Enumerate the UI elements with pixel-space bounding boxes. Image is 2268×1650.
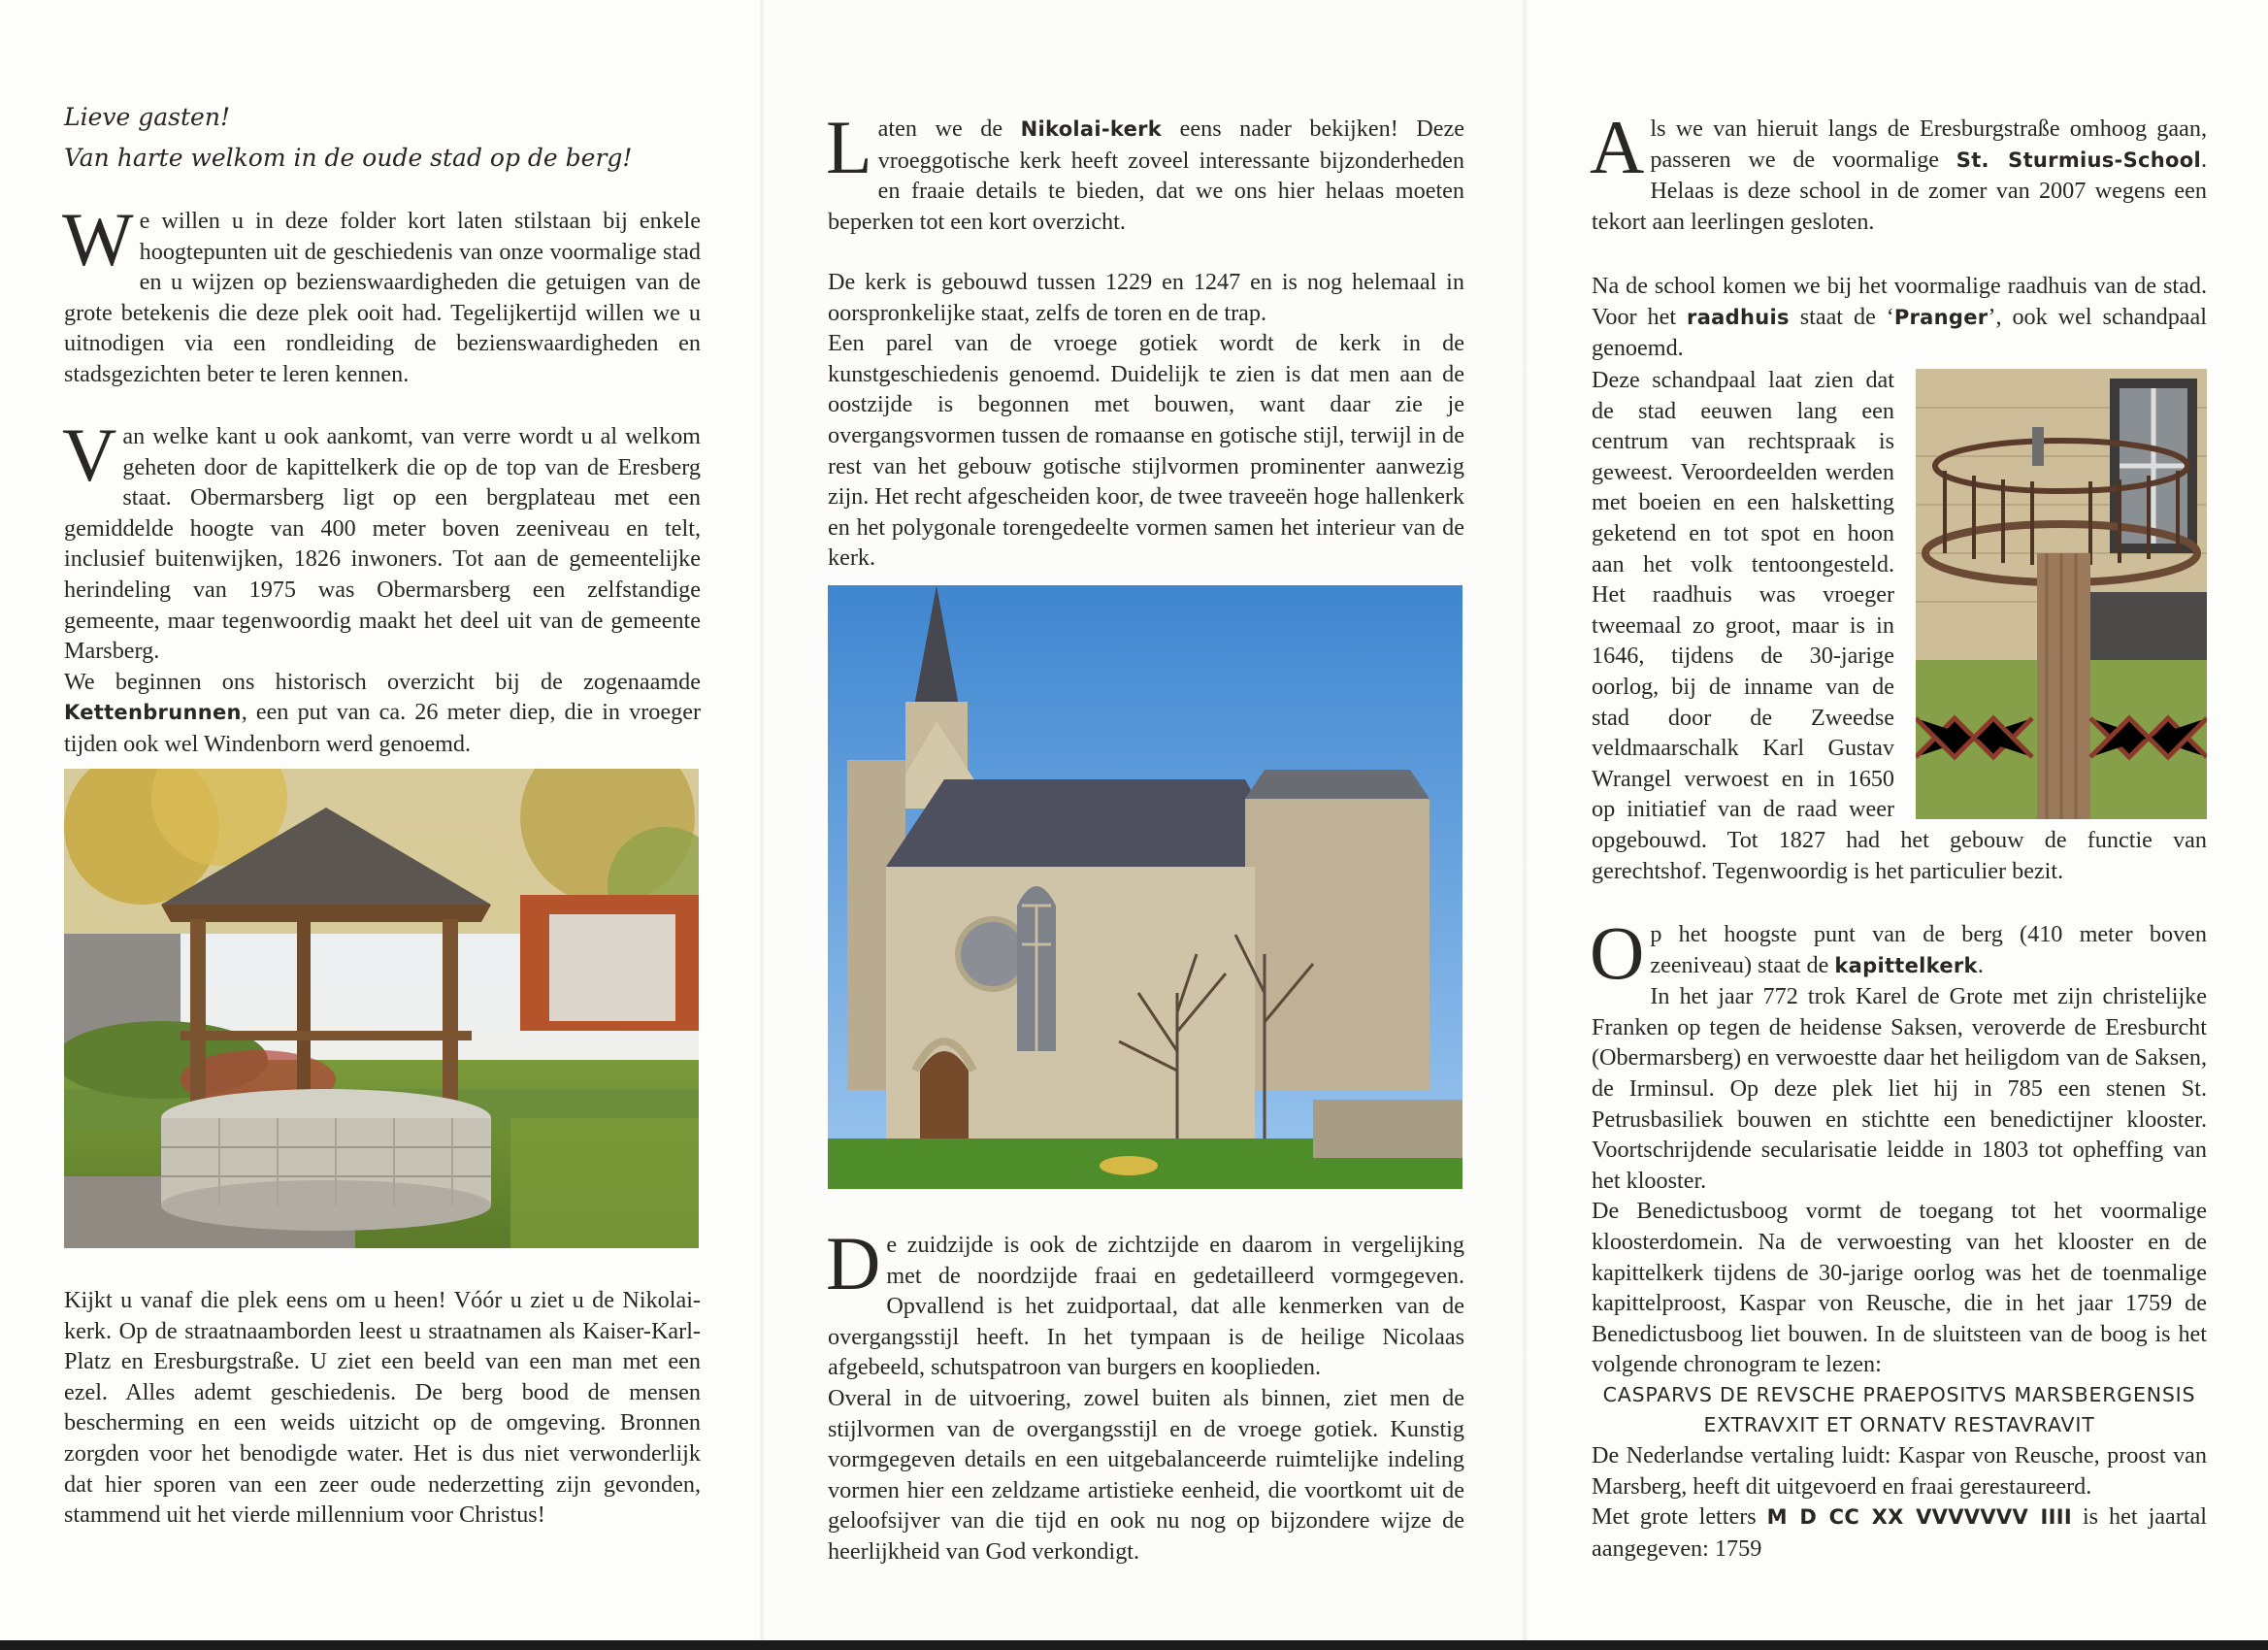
kapittelkerk-bold: kapittelkerk <box>1834 953 1978 977</box>
dropcap-l: L <box>826 105 872 189</box>
sturmius-paragraph: Als we van hieruit langs de Eresburgstraße omhoog gaan, passeren we de voormalige St. Sturmius-School. Helaas is deze school in de zomer van 2007 wegens een tekort aan leerlingen gesloten. <box>1590 105 2207 235</box>
chronogram-line-2: EXTRAVXIT ET ORNATV RESTAVRAVIT <box>1703 1412 2095 1436</box>
fold-line-right <box>1522 0 1528 1640</box>
surroundings-paragraph: Kijkt u vanaf die plek eens om u heen! Vóór u ziet u de Nikolai-kerk. Op de straatnaamborden leest u straatnamen als Kaiser-Karl-Platz en Eresburgstraße. U ziet een beeld van een man met een ezel. Alles ademt geschiedenis. De berg bood de mensen bescherming en een weids uitzicht op de omgeving. Bronnen zorgden voor het benodigde water. Het is dus niet verwonderlijk dat hier sporen van een zeer oude nederzetting zijn gevonden, stammend uit het vierde millennium voor Christus! <box>64 1287 701 1529</box>
location-text: an welke kant u ook aankomt, van verre wordt u al welkom geheten door de kapittelkerk die op de top van de Eresberg staat. Obermarsberg ligt op een bergplateau met een gemiddelde hoogte van 400 meter boven zeeniveau en telt, inclusief buitenwijken, 1826 inwoners. Tot aan de gemeentelijke herindeling van 1975 was Obermarsberg een zelfstandige gemeente, maar tegenwoordig maakt het deel uit van de gemeente Marsberg. <box>64 423 701 665</box>
greeting-line-1: Lieve gasten! <box>64 103 230 131</box>
schandpaal-paragraph: Deze schandpaal laat zien dat de stad eeuwen lang een centrum van rechtspraak is geweest. Veroordeelden werden met boeien en een halsketting geketend en tot spot en hoon aan het volk tentoongesteld. Het raadhuis was vroeger tweemaal zo groot, maar is in 1646, tijdens de 30-jarige oorlog, bij de inname van de stad door de Zweedse veldmaarschalk Karl Gustav Wrangel verwoest en in 1650 op initiatief van de raad weer opgebouwd. Tot 1827 had het gebouw de functie van gerechtshof. Tegenwoordig is het particulier bezit. <box>1592 367 2207 884</box>
kettenbrunnen-paragraph: We beginnen ons historisch overzicht bij de zogenaamde Kettenbrunnen, een put van ca. 26 meter diep, die in vroeger tijden ook wel Windenborn werd genoemd. <box>64 668 701 757</box>
church-photo <box>828 585 1463 1189</box>
scan-bottom-edge <box>0 1640 2268 1650</box>
raadhuis-paragraph: Na de school komen we bij het voormalige raadhuis van de stad. Voor het raadhuis staat de ‘Pranger’, ook wel schandpaal genoemd. <box>1592 273 2208 362</box>
well-photo <box>64 769 699 1248</box>
nikolai-kerk-bold: Nikolai-kerk <box>1020 117 1163 141</box>
greeting-line-2: Van harte welkom in de oude stad op de berg! <box>64 144 633 172</box>
intro-text: e willen u in deze folder kort laten stilstaan bij enkele hoogtepunten uit de geschiedenis van onze voormalige stad en u wijzen op bezienswaardigheden die getuigen van de grote betekenis die deze plek ooit had. Tegelijkertijd willen we u uitnodigen via een rondleiding de bezienswaardigheden en stadsgezichten beter te leren kennen. <box>64 208 701 387</box>
raadhuis-bold: raadhuis <box>1687 305 1790 329</box>
nikolai-history-paragraph: De kerk is gebouwd tussen 1229 en 1247 en is nog helemaal in oorspronkelijke staat, zelfs de toren en de trap. Een parel van de vroege gotiek wordt de kerk in de kunstgeschiedenis genoemd. Duidelijk te zien is dat men aan de oostzijde is begonnen met bouwen, want daar zie je overgangsvormen tussen de romaanse en gotische stijl, terwijl in de rest van het gebouw gotische stijlvormen prominenter aanwezig zijn. Het recht afgescheiden koor, de twee traveeën hoge hallenkerk en het polygonale torengedeelte vormen samen het interieur van de kerk. <box>828 269 1464 572</box>
south-side-paragraph: De zuidzijde is ook de zichtzijde en daarom in vergelijking met de noordzijde fraai en gedetailleerd vormgegeven. Opvallend is het zuidportaal, dat alle kenmerken van de overgangsstijl heeft. In het tympaan is de heilige Nicolaas afgebeeld, schutspatroon van burgers en kooplieden. Overal in de uitvoering, zowel buiten als binnen, ziet men de stijlvormen van de overgangsstijl en de vroege gotiek. Kunstig vormgegeven details en een uitgebalanceerde ruimtelijke indeling vormen hier een zeldzame artistieke eenheid, die voortkomt uit de geloofsijver van die tijd en ook nu nog op bijzondere wijze de heerlijkheid van God verkondigt. <box>826 1221 1464 1565</box>
kettenbrunnen-bold: Kettenbrunnen <box>64 701 242 725</box>
dropcap-o: O <box>1590 910 1645 995</box>
pranger-bold: Pranger <box>1893 305 1989 329</box>
sturmius-school-bold: St. Sturmius-School <box>1956 148 2201 172</box>
dropcap-a: A <box>1590 105 1645 189</box>
roman-numerals-bold: M D CC XX VVVVVVV IIII <box>1766 1505 2072 1530</box>
location-paragraph <box>62 412 701 760</box>
fold-line-left <box>759 0 765 1640</box>
chronogram-line-1: CASPARVS DE REVSCHE PRAEPOSITVS MARSBERGENSIS <box>1602 1382 2196 1406</box>
intro-paragraph <box>62 197 701 390</box>
greeting <box>64 97 705 179</box>
dropcap-d: D <box>826 1221 881 1305</box>
dropcap-w: W <box>62 197 134 281</box>
nikolai-intro-paragraph: Laten we de Nikolai-kerk eens nader bekijken! Deze vroeggotische kerk heeft zoveel interessante bijzonderheden en fraaie details te bieden, dat we ons hier helaas moeten beperken tot een kort overzicht. <box>826 105 1464 235</box>
dropcap-v: V <box>62 412 117 497</box>
kapittelkerk-paragraph: Op het hoogste punt van de berg (410 meter boven zeeniveau) staat de kapittelkerk. In het jaar 772 trok Karel de Grote met zijn christelijke Franken op tegen de heidense Saksen, veroverde de Eresburcht (Obermarsberg) en verwoestte daar het heiligdom van de Saksen, de Irminsul. Op deze plek liet hij in 785 een stenen St. Petrusbasiliek bouwen en stichtte een benedictijner klooster. Voortschrijdende secularisatie leidde in 1803 tot opheffing van het klooster. De Benedictusboog vormt de toegang tot het voormalige kloosterdomein. Na de verwoesting van het klooster en de kapittelkerk tijdens de 30-jarige oorlog was het de toenmalige kapittelproost, Kaspar von Reusche, die in het jaar 1759 de Benedictusboog liet bouwen. In de sluitsteen van de boog is het volgende chronogram te lezen: CASPARVS DE REVSCHE PRAEPOSITVS MARSBERGENSIS EXTRAVXIT ET ORNATV RESTAVRAVIT De Nederlandse vertaling luidt: Kaspar von Reusche, proost van Marsberg, heeft dit uitgevoerd en fraai gerestaureerd. Met grote letters M D CC XX VVVVVVV IIII is het jaartal aangegeven: 1759 <box>1590 910 2207 1562</box>
